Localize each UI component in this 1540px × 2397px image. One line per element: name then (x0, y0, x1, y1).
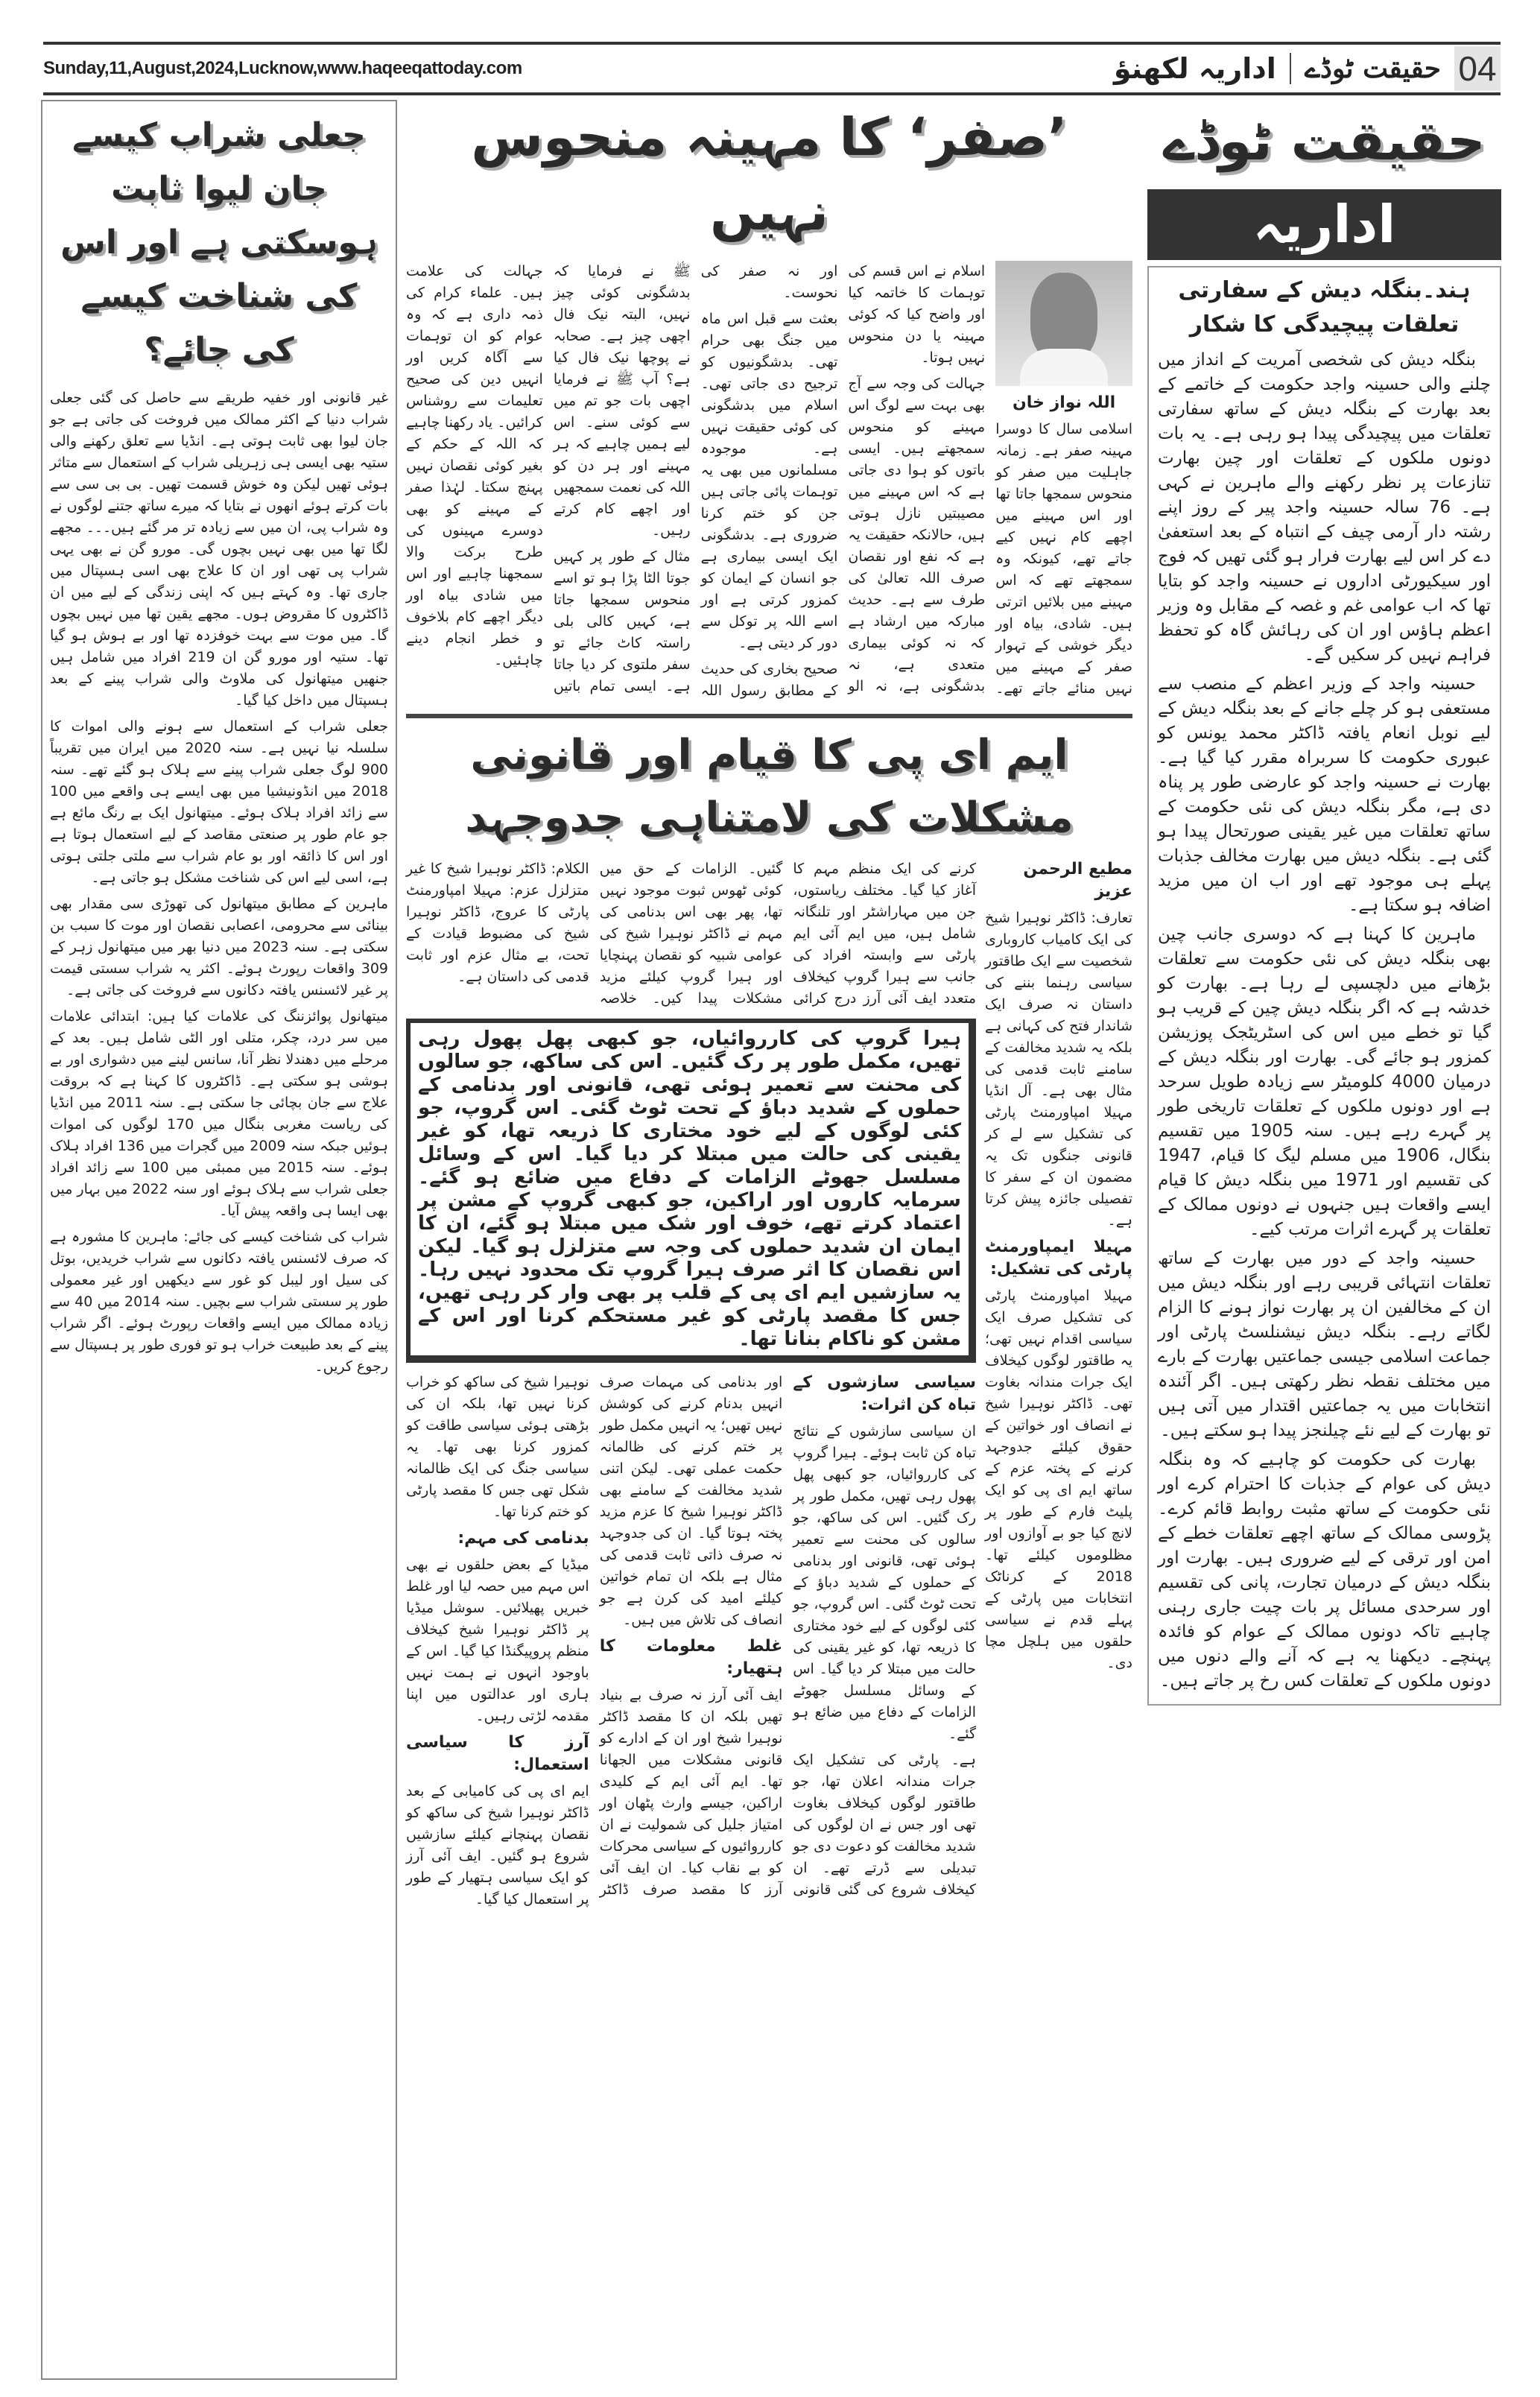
paragraph: بھارت کی حکومت کو چاہیے کہ وہ بنگلہ دیش کی عوام کے جذبات کا احترام کرے اور نئی حکومت کے ساتھ مثبت روابط قائم کرے۔ پڑوسی ممالک کے ساتھ اچھے تعلقات خطے کے امن اور ترقی کے لیے ضروری ہیں۔ بھارت اور بنگلہ دیش کے درمیان تجارت، پانی کی تقسیم اور سرحدی مسائل پر بات چیت جاری رہنی چاہیے تاکہ دونوں ممالک کے عوام کو فائدہ پہنچے۔ دیکھنا یہ ہے کہ آنے والے دنوں میں دونوں ملکوں کے تعلقات کس رخ پر جاتے ہیں۔ (1158, 1450, 1491, 1691)
paragraph: شراب کی شناخت کیسے کی جائے: ماہرین کا مشورہ ہے کہ صرف لائسنس یافتہ دکانوں سے شراب خریدیں، بوتل کی سیل اور لیبل کو غور سے دیکھیں اور غیر معمولی طور پر سستی شراب سے بچیں۔ سنہ 2014 میں 40 سے زیادہ ممالک میں ایسے واقعات رپورٹ ہوئے۔ اگر شراب پینے کے بعد طبیعت خراب ہو تو فوری طور پر ہسپتال سے رجوع کریں۔ (50, 1229, 389, 1375)
paragraph: غیر قانونی اور خفیہ طریقے سے حاصل کی گئی جعلی شراب دنیا کے اکثر ممالک میں فروخت کی جاتی ہے جو جان لیوا بھی ثابت ہوتی ہے۔ انڈیا سے تعلق رکھنے والی ستیہ بھی ایسی ہی زہریلی شراب کے استعمال سے متاثر ہوئی تھیں لیکن وہ خوش قسمت تھیں۔ بی بی سی سے بات کرتے ہوئے انھوں نے بتایا کہ میرے ساتھ جتنے لوگوں نے وہ شراب پی، ان میں سے زیادہ تر مر گئے ہیں۔۔۔ مجھے لگا تھا میں بھی نہیں بچوں گی۔ مورو گن نے بھی یہی شراب پی تھی اور ان کا علاج بھی اسی ہسپتال میں جاری تھا۔ وہ کہتے ہیں کہ اپنی زندگی کے لیے میں ان ڈاکٹروں کا مقروض ہوں۔ مجھے یقین تھا میں نہیں بچوں گا۔ میں موت سے بہت خوفزدہ تھا اور بے ہوش ہو گیا تھا۔ ستیہ اور مورو گن ان 219 افراد میں شامل ہیں جنھیں میتھانول کی ملاوٹ والی شراب پینے کے بعد ہسپتال میں داخل کیا گیا۔ (50, 390, 388, 709)
paragraph: حسینہ واجد کے دور میں بھارت کے ساتھ تعلقات انتہائی قریبی رہے اور بنگلہ دیش میں ان کے مخالفین ان پر بھارت نواز ہونے کا الزام لگاتے رہے۔ بنگلہ دیش نیشنلسٹ پارٹی اور جماعت اسلامی جیسی جماعتیں بھارت کے بارے میں مختلف نقطہ نظر رکھتی ہیں۔ اگر آئندہ انتخابات میں یہ جماعتیں اقتدار میں آتی ہیں تو بھارت کے لیے نئے چیلنجز پیدا ہو سکتے ہیں۔ (1158, 1249, 1491, 1440)
mep-top-strip (406, 858, 976, 1010)
subheading: غلط معلومات کا ہتھیار: (599, 1637, 783, 1678)
header-right (1114, 46, 1501, 91)
subheading: سیاسی سازشوں کے تباہ کن اثرات: (793, 1373, 976, 1414)
paragraph: جعلی شراب کے استعمال سے ہونے والی اموات کا سلسلہ نیا نہیں ہے۔ سنہ 2020 میں ایران میں تقریباً 900 لوگ جعلی شراب پینے سے ہلاک ہو گئے تھے۔ سنہ 2018 میں انڈونیشیا میں بھی ایسے ہی واقعے میں 100 سے زائد افراد ہلاک ہوئے۔ میتھانول ایک بے رنگ مائع ہے جو عام طور پر صنعتی مقاصد کے لیے استعمال ہوتا ہے اور اس کا ذائقہ اور بو عام شراب سے ملتی جلتی ہوتی ہے، اسی لیے اس کی شناخت مشکل ہو جاتی ہے۔ (50, 718, 388, 886)
author-name: مطیع الرحمن عزیز (1023, 860, 1132, 901)
author-name: اللہ نواز خان (1013, 393, 1116, 412)
left-article (41, 100, 397, 2380)
newspaper-logo: حقیقت ٹوڈے (1290, 53, 1441, 84)
paragraph: میڈیا کے بعض حلقوں نے بھی اس مہم میں حصہ لیا اور غلط خبریں پھیلائیں۔ سوشل میڈیا پر ڈاکٹر نوہیرا شیخ کیخلاف منظم پروپیگنڈا کیا گیا۔ اس کے باوجود انہوں نے ہمت نہیں ہاری اور عدالتوں میں اپنا مقدمہ لڑتی رہیں۔ (406, 1557, 589, 1724)
paragraph: مثال کے طور پر کہیں جوتا الٹا پڑا ہو تو اسے منحوس سمجھا جاتا ہے، کہیں کالی بلی راستہ کاٹ جائے تو سفر ملتوی کر دیا جاتا ہے۔ ایسی تمام باتیں جہالت کی علامت ہیں۔ علماء کرام کی ذمہ داری ہے کہ وہ عوام کو ان توہمات سے آگاہ کریں اور انہیں دین کی صحیح تعلیمات سے روشناس کرائیں۔ یاد رکھنا چاہیے کہ اللہ کے حکم کے بغیر کوئی نقصان نہیں پہنچ سکتا۔ لہٰذا صفر کے مہینے کو بھی دوسرے مہینوں کی طرح برکت والا سمجھنا چاہیے اور اس میں شادی بیاہ اور دیگر اچھے کام بلاخوف و خطر انجام دینے چاہئیں۔ (406, 263, 691, 694)
page-header (43, 46, 1501, 91)
intro: تعارف: ڈاکٹر نوہیرا شیخ کی ایک کامیاب کاروباری شخصیت سے ایک طاقتور سیاسی رہنما بننے کی داستان نہ صرف ایک شاندار فتح کی کہانی ہے بلکہ یہ شدید مخالفت کے سامنے ثابت قدمی کی مثال بھی ہے۔ آل انڈیا مہیلا امپاورمنٹ پارٹی کی تشکیل سے لے کر قانونی جنگوں تک یہ مضمون ان کے سفر کا تفصیلی جائزہ پیش کرتا ہے۔ (985, 910, 1132, 1229)
editorial-column (1147, 100, 1501, 2380)
paragraph: ایم ای پی کی کامیابی کے بعد ڈاکٹر نوہیرا شیخ کی ساکھ کو نقصان پہنچانے کیلئے سازشیں شروع ہو گئیں۔ ایف آئی آرز کو ایک سیاسی ہتھیار کے طور پر استعمال کیا گیا۔ (406, 1783, 589, 1907)
safar-article-body (406, 261, 1132, 702)
paragraph: میتھانول پوائزننگ کی علامات کیا ہیں: ابتدائی علامات میں سر درد، چکر، متلی اور الٹی شامل ہیں۔ بعد کے مرحلے میں دھندلا نظر آنا، سانس لینے میں دشواری اور بے ہوشی ہو سکتی ہے۔ ڈاکٹروں کا کہنا ہے کہ بروقت علاج سے جان بچائی جا سکتی ہے۔ سنہ 2011 میں انڈیا کی ریاست مغربی بنگال میں 170 لوگوں کی اموات ہوئیں جبکہ سنہ 2009 میں گجرات میں 136 افراد ہلاک ہوئے۔ سنہ 2015 میں ممبئی میں 100 سے زائد افراد جعلی شراب سے ہلاک ہوئے اور سنہ 2022 میں بہار میں بھی ایسا ہی واقعہ پیش آیا۔ (50, 1008, 389, 1219)
paragraph: صحیح بخاری کی حدیث کے مطابق رسول اللہ ﷺ نے فرمایا کہ بدشگونی کوئی چیز نہیں، البتہ نیک فال اچھی چیز ہے۔ صحابہ نے پوچھا نیک فال کیا ہے؟ آپ ﷺ نے فرمایا اچھی بات جو تم میں سے کوئی سنے۔ اس لیے ہمیں چاہیے کہ ہر مہینے اور ہر دن کو اللہ کی نعمت سمجھیں اور اچھے کام کرتے رہیں۔ (553, 263, 838, 699)
paragraph: حسینہ واجد کے وزیر اعظم کے منصب سے مستعفی ہو کر چلے جانے کے بعد بنگلہ دیش کے لیے نوبل انعام یافتہ ڈاکٹر محمد یونس کو عبوری حکومت کا سربراہ مقرر کیا گیا ہے۔ بھارت نے حسینہ واجد کو عارضی طور پر پناہ دی ہے، مگر بنگلہ دیش کی نئی حکومت کے ساتھ تعلقات میں غیر یقینی صورتحال پیدا ہو گئی ہے۔ بنگلہ دیش میں بھارت مخالف جذبات پہلے ہی موجود تھے اور اب ان میں مزید اضافہ ہو سکتا ہے۔ (1158, 674, 1491, 915)
paragraph: مہیلا امپاورمنٹ پارٹی کی تشکیل صرف ایک سیاسی اقدام نہیں تھی؛ یہ طاقتور لوگوں کیخلاف ایک جرات مندانہ بغاوت تھی۔ ڈاکٹر نوہیرا شیخ نے انصاف اور خواتین کے حقوق کیلئے جدوجہد کرنے کے پختہ عزم کے ساتھ ایم ای پی کو ایک پلیٹ فارم کے طور پر لانچ کیا جو بے آوازوں اور مظلوموں کیلئے تھا۔ 2018 کے کرناٹک انتخابات میں پارٹی کے پہلے قدم نے سیاسی حلقوں میں ہلچل مچا دی۔ (985, 1288, 1132, 1671)
mep-author-column (985, 858, 1132, 1679)
paragraph: ہے۔ پارٹی کی تشکیل ایک جرات مندانہ اعلان تھا، جو طاقتور لوگوں کیخلاف بغاوت تھی اور جس نے ان لوگوں کی شدید مخالفت کو دعوت دی جو تبدیلی سے ڈرتے تھے۔ ان کیخلاف شروع کی گئی قانونی اور بدنامی کی مہمات صرف انہیں بدنام کرنے کی کوشش نہیں تھیں؛ یہ انہیں مکمل طور پر ختم کرنے کی ظالمانہ حکمت عملی تھی۔ لیکن اتنی شدید مخالفت کے سامنے بھی ڈاکٹر نوہیرا شیخ کا عزم مزید پختہ ہوتا گیا۔ ان کی جدوجہد نہ صرف ذاتی ثابت قدمی کی مثال ہے بلکہ ان تمام خواتین کیلئے امید کی کرن ہے جو انصاف کی تلاش میں ہیں۔ (599, 1374, 976, 1898)
subheading: مہیلا ایمپاورمنٹ پارٹی کی تشکیل: (985, 1238, 1132, 1279)
highlight-box: ہیرا گروپ کی کارروائیاں، جو کبھی پھل پھول رہی تھیں، مکمل طور پر رک گئیں۔ اس کی ساکھ، جو سالوں کی محنت سے تعمیر ہوئی تھی، قانونی اور بدنامی کے حملوں کے شدید دباؤ کے تحت ٹوٹ گئی۔ اس گروپ، جو کئی لوگوں کے لیے خود مختاری کا ذریعہ تھا، کو غیر یقینی کی حالت میں مبتلا کر دیا گیا۔ اس کے وسائل مسلسل جھوٹے الزامات کے دفاع میں ضائع ہو گئے۔ سرمایہ کاروں اور اراکین، جو کبھی گروپ کے مشن پر اعتماد کرتے تھے، خوف اور شک میں مبتلا ہو گئے، ان کا ایمان ان شدید حملوں کی وجہ سے متزلزل ہو گیا۔ لیکن اس نقصان کا اثر صرف ہیرا گروپ تک محدود نہیں رہا۔ یہ سازشیں ایم ای پی کے قلب پر بھی وار کر رہی تھیں، جس کا مقصد پارٹی کو غیر مستحکم کرنا اور اس کے مشن کو ناکام بنانا تھا۔ (406, 1019, 976, 1363)
safar-article-headline: ’صفر‘ کا مہینہ منحوس نہیں (471, 107, 1068, 242)
subheading: بدنامی کی مہم: (457, 1529, 589, 1548)
editorial-headline: ہند۔بنگلہ دیش کے سفارتی تعلقات پیچیدگی کا شکار (1178, 277, 1471, 338)
mep-article-headline: ایم ای پی کا قیام اور قانونی مشکلات کی لامتناہی جدوجہد (406, 714, 1132, 858)
paragraph: ماہرین کا کہنا ہے کہ دوسری جانب چین بھی بنگلہ دیش کی نئی حکومت سے تعلقات بڑھانے میں دلچسپی لے رہا ہے۔ بھارت کو خدشہ ہے کہ اگر بنگلہ دیش چین کے قریب ہو گیا تو خطے میں اس کی اسٹریٹجک پوزیشن کمزور ہو جائے گی۔ بھارت اور بنگلہ دیش کے درمیان 4000 کلومیٹر سے زیادہ طویل سرحد ہے اور دونوں ملکوں کے تعلقات تاریخی طور پر گہرے رہے ہیں۔ سنہ 1905 میں تقسیم بنگال، 1906 میں مسلم لیگ کا قیام، 1947 کی تقسیم اور 1971 میں بنگلہ دیش کا قیام ایسے واقعات ہیں جنہوں نے دونوں ممالک کے تعلقات پر گہرے اثرات مرتب کیے۔ (1158, 925, 1492, 1239)
editorial-body (1158, 348, 1491, 1694)
left-article-headline: جعلی شراب کیسے جان لیوا ثابت ہوسکتی ہے اور اس کی شناخت کیسے کی جائے؟ (60, 116, 378, 369)
section-title: اداریہ لکھنؤ (1113, 52, 1276, 85)
middle-column (406, 100, 1132, 2380)
paragraph: بنگلہ دیش کی شخصی آمریت کے انداز میں چلنے والی حسینہ واجد حکومت کے خاتمے کے بعد بھارت کے بنگلہ دیش کے ساتھ سفارتی تعلقات میں پیچیدگی پیدا ہو رہی ہے۔ یہ بات دونوں ملکوں کے تعلقات اور چین بھارت تنازعات پر نظر رکھنے والے ماہرین نے کہی ہے۔ 76 سالہ حسینہ واجد پیر کے روز اپنے رشتہ دار آرمی چیف کے انتباہ کے بعد استعفیٰ دے کر اس لیے بھارت فرار ہو گئی تھیں کہ فوج اور سیکیورٹی اداروں نے حسینہ واجد کو بتایا تھا کہ اب عوامی غم و غصہ کے مقابل وہ وزیر اعظم ہاؤس اور ان کی رہائش گاہ کو تحفظ فراہم نہیں کر سکیں گے۔ (1158, 350, 1491, 665)
paragraph: ماہرین کے مطابق میتھانول کی تھوڑی سی مقدار بھی بینائی سے محرومی، اعصابی نقصان اور موت کا سبب بن سکتی ہے۔ سنہ 2023 میں دنیا بھر میں میتھانول زہر کے 309 واقعات رپورٹ ہوئے۔ اکثر یہ شراب سستی قیمت پر غیر لائسنس یافتہ دکانوں سے فروخت کی جاتی ہے۔ (50, 896, 388, 998)
editorial-box (1147, 266, 1501, 1706)
date-line: Sunday,11,August,2024,Lucknow,www.haqeeqattoday.com (43, 58, 522, 78)
paragraph: بعثت سے قبل اس ماہ میں جنگ بھی حرام تھی۔ بدشگونیوں کو ترجیح دی جاتی تھی۔ اسلام میں بدشگونی کی کوئی حقیقت نہیں ہے۔ موجودہ مسلمانوں میں بھی یہ توہمات پائی جاتی ہیں جن کو ختم کرنا ضروری ہے۔ بدشگونی ایک ایسی بیماری ہے جو انسان کے ایمان کو کمزور کرتی ہے اور اسے اللہ پر توکل سے دور کر دیتی ہے۔ (700, 311, 838, 651)
editorial-banner: اداریہ (1147, 189, 1501, 260)
paragraph: کرنے کی ایک منظم مہم کا آغاز کیا گیا۔ مختلف ریاستوں، جن میں مہاراشٹر اور تلنگانہ شامل ہیں، میں ایم آئی ایم پارٹی سے وابستہ افراد کی جانب سے ہیرا گروپ کیخلاف متعدد ایف آئی آرز درج کرائی گئیں۔ الزامات کے حق میں کوئی ٹھوس ثبوت موجود نہیں تھا، پھر بھی اس بدنامی کی مہم نے ڈاکٹر نوہیرا شیخ کی عوامی شبیہ کو نقصان پہنچایا اور ہیرا گروپ کیلئے مزید مشکلات پیدا کیں۔ خلاصہ الکلام: ڈاکٹر نوہیرا شیخ کا غیر متزلزل عزم: مہیلا امپاورمنٹ پارٹی کا عروج، ڈاکٹر نوہیرا شیخ کی مضبوط قیادت کے تحت، بے مثال عزم اور ثابت قدمی کی داستان ہے۔ (406, 861, 976, 1007)
mep-article (406, 858, 1132, 1910)
left-article-body (50, 387, 388, 1382)
header-top-rule (43, 42, 1501, 45)
editorial-masthead: حقیقت ٹوڈے (1163, 110, 1486, 172)
author-photo (995, 261, 1132, 386)
page-number: 04 (1454, 46, 1501, 91)
paragraph: اسلامی سال کا دوسرا مہینہ صفر ہے۔ زمانہ جاہلیت میں صفر کو منحوس سمجھا جاتا تھا اور اس مہینے میں اچھے کام نہیں کیے جاتے تھے، کیونکہ وہ سمجھتے تھے کہ اس مہینے میں بلائیں اترتی ہیں۔ شادی، بیاہ اور دیگر خوشی کے تہوار صفر کے مہینے میں نہیں منائے جاتے تھے۔ اسلام نے اس قسم کی توہمات کا خاتمہ کیا اور واضح کیا کہ کوئی مہینہ یا دن منحوس نہیں ہوتا۔ (848, 263, 1132, 697)
mep-main-area (406, 858, 976, 1910)
paragraph: جہالت کی وجہ سے آج بھی بہت سے لوگ اس مہینے کو منحوس سمجھتے ہیں۔ ایسی باتوں کو ہوا دی جاتی ہے کہ اس مہینے میں مصیبتیں نازل ہوتی ہیں، حالانکہ حقیقت یہ ہے کہ نفع اور نقصان صرف اللہ تعالیٰ کی طرف سے ہے۔ حدیث مبارکہ میں ارشاد ہے کہ نہ کوئی بیماری متعدی ہے، نہ بدشگونی ہے، نہ الو اور نہ صفر کی نحوست۔ (700, 263, 986, 694)
paragraph: ان سیاسی سازشوں کے نتائج تباہ کن ثابت ہوئے۔ ہیرا گروپ کی کارروائیاں، جو کبھی پھل پھول رہی تھیں، مکمل طور پر رک گئیں۔ اس کی ساکھ، جو سالوں کی محنت سے تعمیر ہوئی تھی، قانونی اور بدنامی کے حملوں کے شدید دباؤ کے تحت ٹوٹ گئی۔ اس گروپ، جو کئی لوگوں کے لیے خود مختاری کا ذریعہ تھا، کو غیر یقینی کی حالت میں مبتلا کر دیا گیا۔ اس کے وسائل مسلسل جھوٹے الزامات کے دفاع میں ضائع ہو گئے۔ (793, 1423, 976, 1742)
mep-lower-columns (406, 1372, 976, 1910)
header-bottom-rule (43, 92, 1501, 95)
paragraph: ایف آئی آرز نہ صرف بے بنیاد تھیں بلکہ ان کا مقصد ڈاکٹر نوہیرا شیخ اور ان کے ادارے کو قانونی مشکلات میں الجھانا تھا۔ ایم آئی ایم کے کلیدی اراکین، جیسے وارث پٹھان اور امتیاز جلیل کی شمولیت نے ان کارروائیوں کے سیاسی محرکات کو بے نقاب کیا۔ ان ایف آئی آرز کا مقصد صرف ڈاکٹر نوہیرا شیخ کی ساکھ کو خراب کرنا نہیں تھا، بلکہ ان کی بڑھتی ہوئی سیاسی طاقت کو کمزور کرنا بھی تھا۔ یہ سیاسی جنگ کی ایک ظالمانہ شکل تھی جس کا مقصد پارٹی کو ختم کرنا تھا۔ (406, 1374, 783, 1898)
subheading: آرز کا سیاسی استعمال: (406, 1733, 589, 1774)
